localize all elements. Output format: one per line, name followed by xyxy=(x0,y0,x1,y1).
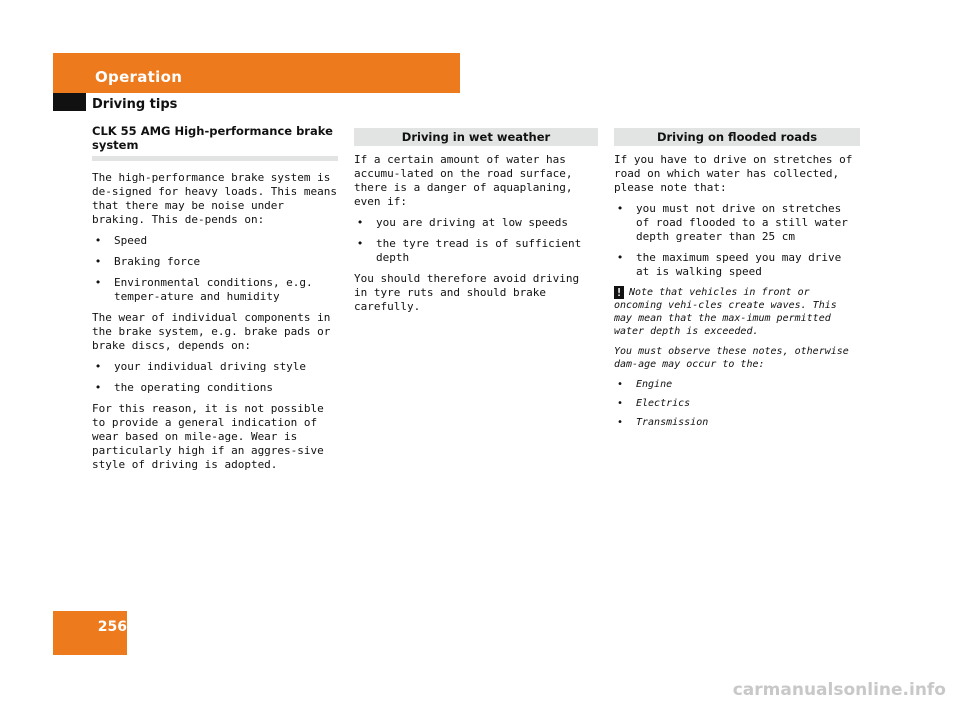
list-item: • the maximum speed you may drive at is walking speed xyxy=(614,251,860,279)
bullet-icon: • xyxy=(94,234,102,247)
flooded-roads-list xyxy=(614,202,860,279)
list-item: • you must not drive on stretches of road flooded to a still water depth greater than 25 cm xyxy=(614,202,860,244)
header-tab-marker xyxy=(53,93,86,111)
column-brake-system xyxy=(92,124,338,479)
bullet-icon: • xyxy=(616,379,624,390)
list-item: • the operating conditions xyxy=(92,381,338,395)
list-item: • Engine xyxy=(614,378,860,391)
flooded-roads-heading: Driving on flooded roads xyxy=(614,128,860,146)
wet-weather-heading: Driving in wet weather xyxy=(354,128,598,146)
warning-note: ! Note that vehicles in front or oncoming vehi-cles create waves. This may mean that the max-imum permitted water depth is exceeded. xyxy=(614,286,837,337)
brake-system-heading: CLK 55 AMG High-performance brake system xyxy=(92,124,338,161)
damage-note: You must observe these notes, otherwise dam-age may occur to the: xyxy=(614,346,849,370)
list-item: • the tyre tread is of sufficient depth xyxy=(354,237,598,265)
wet-weather-paragraph-1: If a certain amount of water has accumu-lated on the road surface, there is a danger of aquaplaning, even if: xyxy=(354,153,573,208)
list-item: • Electrics xyxy=(614,397,860,410)
bullet-icon: • xyxy=(616,417,624,428)
subsection-title: Driving tips xyxy=(92,97,178,112)
bullet-icon: • xyxy=(616,398,624,409)
section-title: Operation xyxy=(95,68,183,86)
page-number-box xyxy=(53,611,127,655)
bullet-icon: • xyxy=(94,255,102,268)
list-item: • Environmental conditions, e.g. temper-ature and humidity xyxy=(92,276,338,304)
wear-factors-list xyxy=(92,360,338,395)
brake-system-paragraph-1: The high-performance brake system is de-signed for heavy loads. This means that there may be noise under braking. This de-pends on: xyxy=(92,171,338,226)
flooded-roads-paragraph-1: If you have to drive on stretches of road on which water has collected, please note that: xyxy=(614,153,853,194)
list-item: • Braking force xyxy=(92,255,338,269)
brake-system-paragraph-3: For this reason, it is not possible to provide a general indication of wear based on mile-age. Wear is particularly high if an aggres-sive style of driving is adopted. xyxy=(92,402,324,471)
wet-weather-paragraph-2: You should therefore avoid driving in tyre ruts and should brake carefully. xyxy=(354,272,580,313)
warning-icon: ! xyxy=(615,286,623,299)
bullet-icon: • xyxy=(94,360,102,373)
list-item: • you are driving at low speeds xyxy=(354,216,598,230)
brake-factors-list xyxy=(92,234,338,304)
bullet-icon: • xyxy=(94,381,102,394)
list-item: • Transmission xyxy=(614,416,860,429)
list-item: • Speed xyxy=(92,234,338,248)
bullet-icon: • xyxy=(616,251,624,264)
bullet-icon: • xyxy=(356,216,364,229)
brake-system-paragraph-2: The wear of individual components in the brake system, e.g. brake pads or brake discs, depends on: xyxy=(92,311,331,352)
column-wet-weather xyxy=(354,124,598,321)
page-number: 256 xyxy=(97,619,127,635)
bullet-icon: • xyxy=(356,237,364,250)
watermark: carmanualsonline.info xyxy=(732,680,946,700)
aquaplaning-list xyxy=(354,216,598,265)
bullet-icon: • xyxy=(94,276,102,289)
column-flooded-roads xyxy=(614,124,860,436)
list-item: • your individual driving style xyxy=(92,360,338,374)
damage-components-list xyxy=(614,378,860,429)
bullet-icon: • xyxy=(616,202,624,215)
